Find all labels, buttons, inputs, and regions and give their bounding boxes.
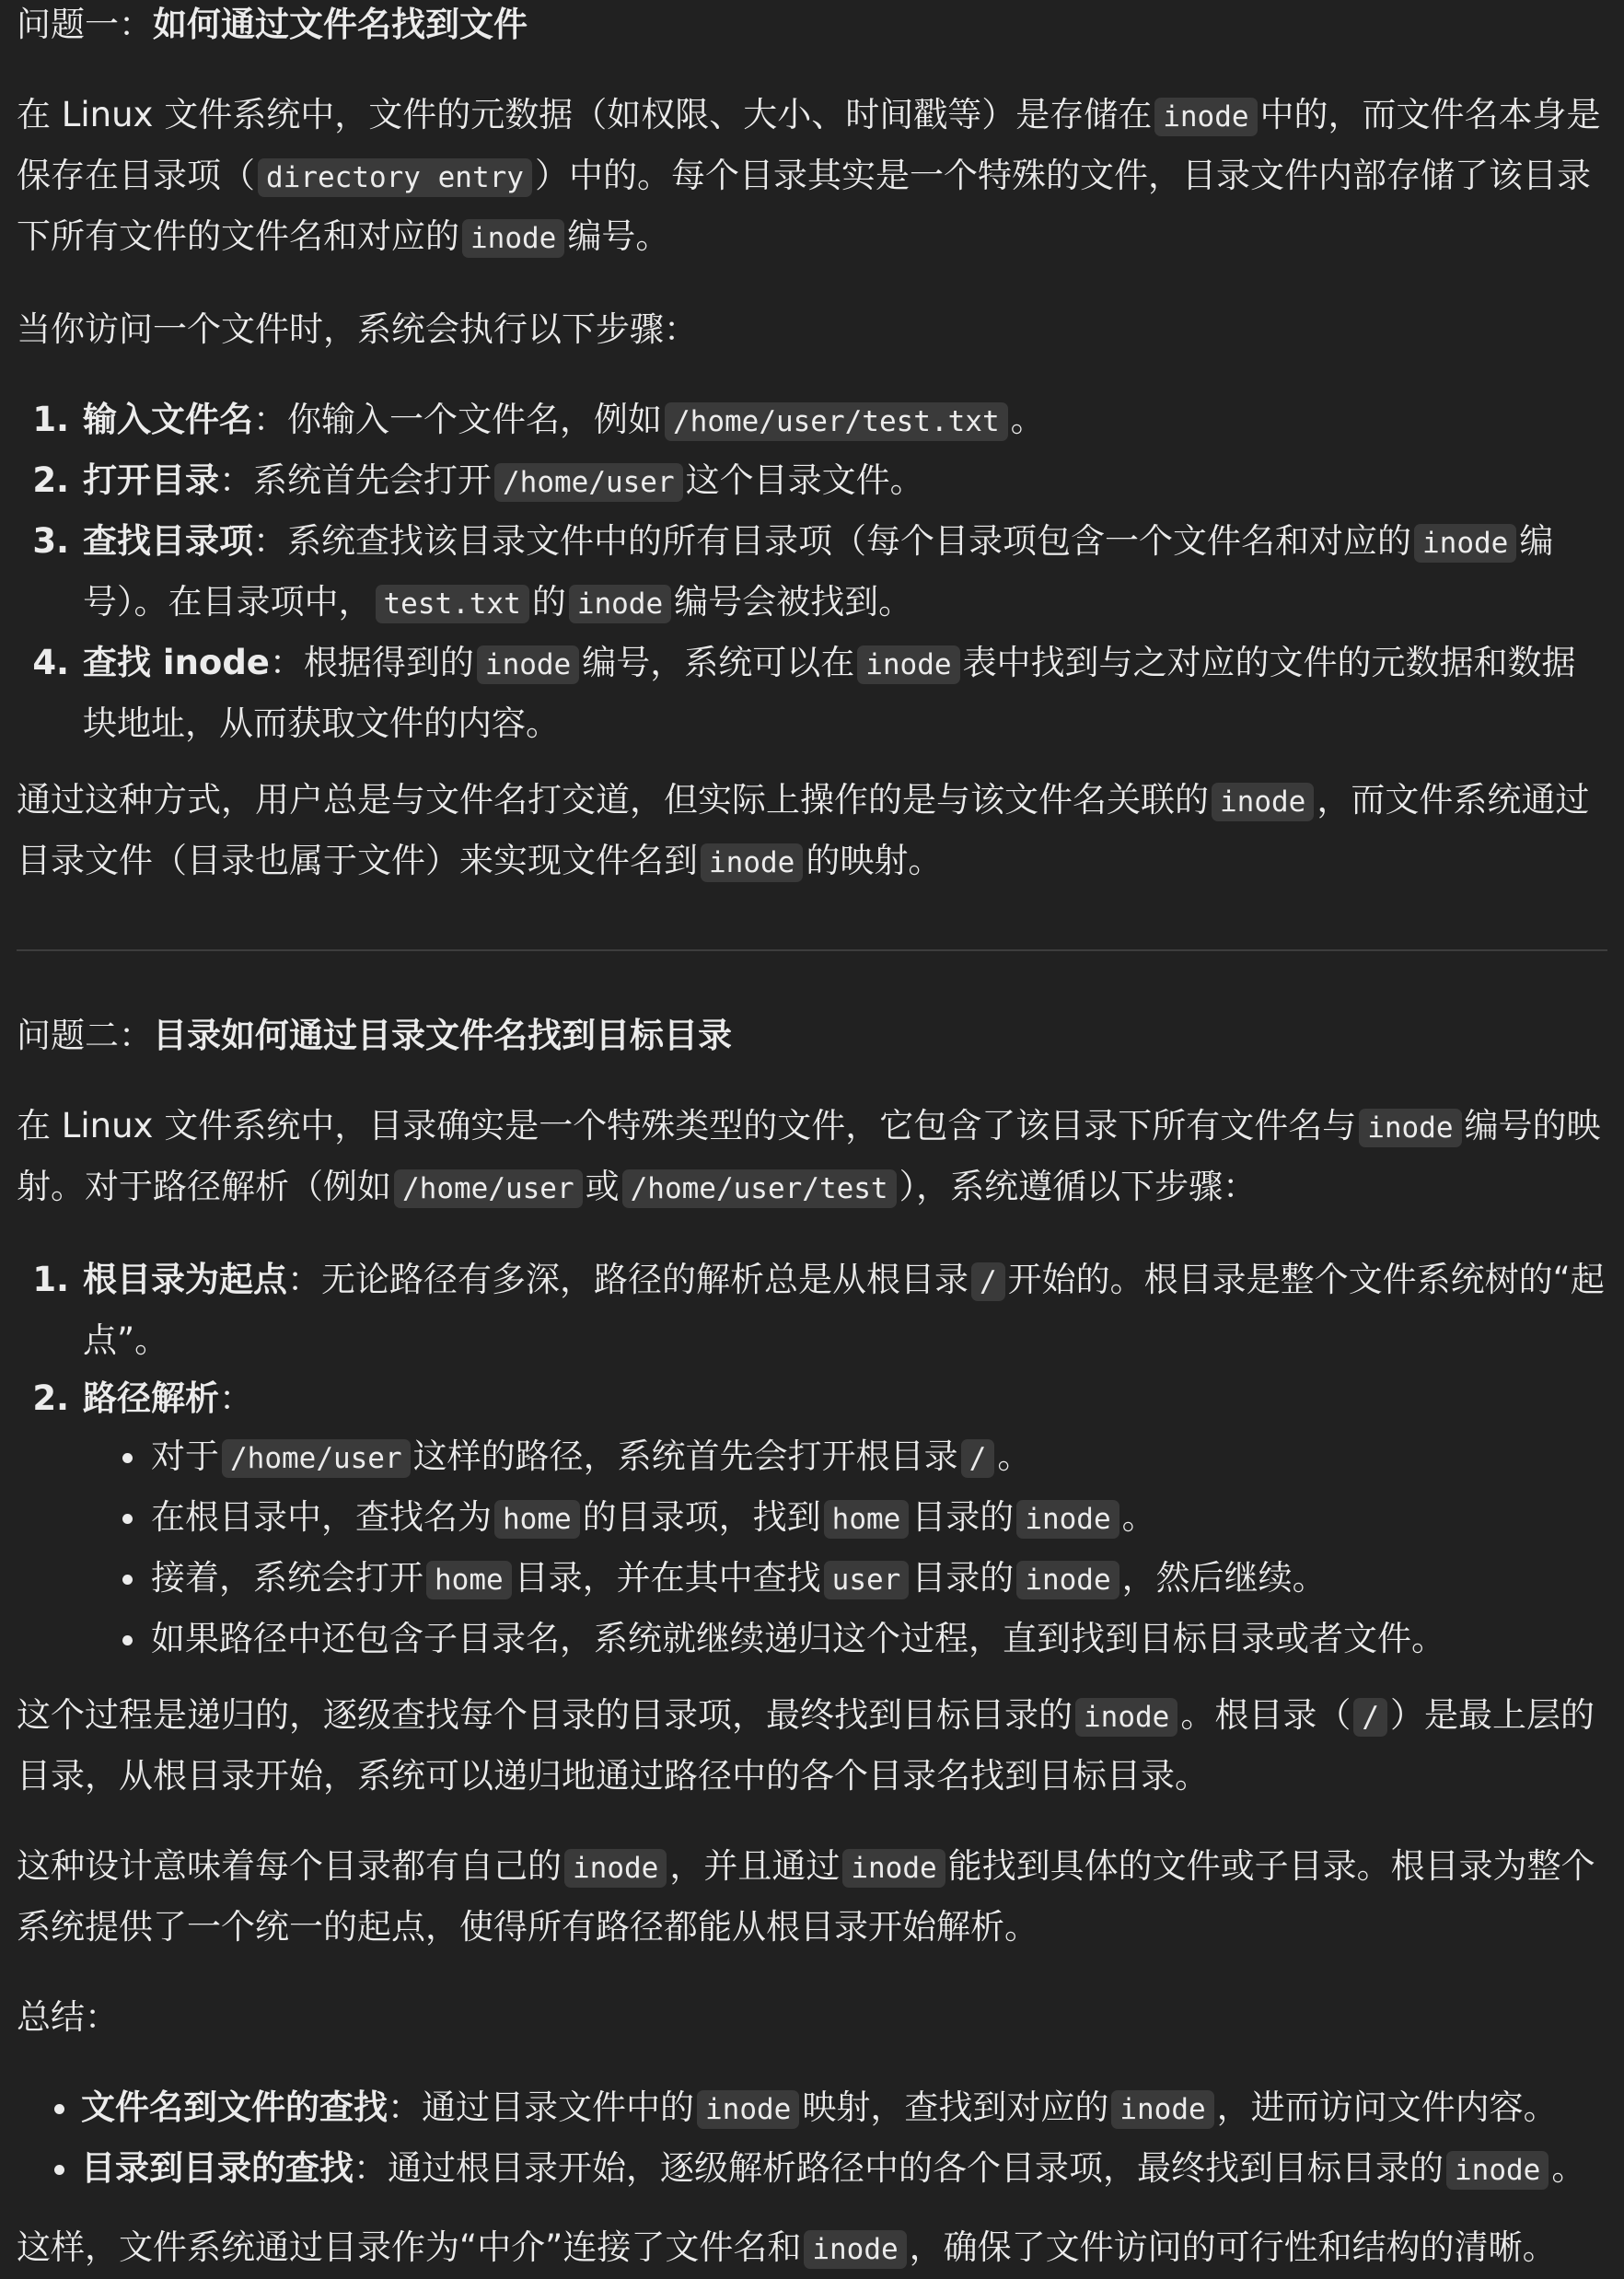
inline-code: directory entry [258,158,532,197]
q1-heading-prefix: 问题一： [17,5,153,44]
list-item: • 对于 /home/user 这样的路径，系统首先会打开根目录 / 。 [149,1427,1607,1488]
q1-steps-list [17,390,1607,752]
q1-steps-intro: 当你访问一个文件时，系统会执行以下步骤： [17,309,698,349]
inline-code: /home/user/test [622,1169,897,1208]
inline-code: inode [701,843,803,882]
summary-label: 总结： [17,1997,119,2037]
inline-code: / [961,1439,995,1478]
list-item: • 在根目录中，查找名为 home 的目录项，找到 home 目录的 inode 。 [149,1488,1607,1549]
q2-paragraph-2: 这个过程是递归的，逐级查找每个目录的目录项，最终找到目标目录的 inode 。根目录（ / ）是最上层的目录，从根目录开始，系统可以递归地通过路径中的各个目录名找到目标目录。 [17,1695,1595,1796]
inline-code: / [971,1262,1005,1301]
inline-code: inode [1016,1561,1119,1599]
inline-code: home [494,1500,580,1539]
inline-code: inode [564,1849,667,1888]
inline-code: inode [857,645,959,684]
inline-code: inode [477,645,579,684]
list-item: 1. 根目录为起点：无论路径有多深，路径的解析总是从根目录 / 开始的。根目录是整个文件系统树的“起点”。 [81,1250,1607,1369]
q2-paragraph-1: 在 Linux 文件系统中，目录确实是一个特殊类型的文件，它包含了该目录下所有文件名与 inode 编号的映射。对于路径解析（例如 /home/user 或 /home/user/test ），系统遵循以下步骤： [17,1106,1601,1206]
list-item: 2. 路径解析： • 对于 /home/user 这样的路径，系统首先会打开根目录 / 。 • 在根目录中，查找名为 home 的目录项，找到 home 目录的 inode 。 • 接着，系统会打开 home 目录，并在其中查找 user 目录的 inode ，然后继续。 • 如果路径中还包含子目录名，系统就继续递归这个过程，直到找到目标目录或者文件。 [81,1369,1607,1668]
inline-code: /home/user [222,1439,411,1478]
inline-code: inode [1414,524,1516,563]
list-item: 1. 输入文件名：你输入一个文件名，例如 /home/user/test.txt 。 [81,390,1607,451]
q1-heading [17,0,1607,53]
inline-code: / [1353,1698,1387,1737]
list-item: • 如果路径中还包含子目录名，系统就继续递归这个过程，直到找到目标目录或者文件。 [149,1610,1607,1668]
inline-code: inode [1111,2090,1213,2129]
inline-code: inode [1359,1109,1461,1147]
list-item: • 接着，系统会打开 home 目录，并在其中查找 user 目录的 inode ，然后继续。 [149,1549,1607,1610]
inline-code: /home/user/test.txt [665,402,1008,441]
q2-heading [17,1006,1607,1064]
inline-code: inode [1075,1698,1177,1737]
q2-heading-prefix: 问题二： [17,1016,153,1055]
inline-code: test.txt [376,585,529,623]
inline-code: inode [697,2090,799,2129]
inline-code: inode [569,585,671,623]
list-item: • 文件名到文件的查找：通过目录文件中的 inode 映射，查找到对应的 inode ，进而访问文件内容。 [81,2078,1607,2139]
inline-code: inode [1212,783,1314,821]
inline-code: inode [842,1849,945,1888]
inline-code: inode [462,219,564,258]
section-divider [17,949,1607,951]
q1-paragraph-1: 在 Linux 文件系统中，文件的元数据（如权限、大小、时间戳等）是存储在 inode 中的，而文件名本身是保存在目录项（ directory entry ）中的。每个目录其实是一个特殊的文件，目录文件内部存储了该目录下所有文件的文件名和对应的 inode 编号。 [17,95,1601,256]
path-resolution-sublist [83,1427,1607,1668]
inline-code: /home/user [494,463,683,502]
q1-paragraph-3: 通过这种方式，用户总是与文件名打交道，但实际上操作的是与该文件名关联的 inode ，而文件系统通过目录文件（目录也属于文件）来实现文件名到 inode 的映射。 [17,780,1590,880]
q1-heading-title: 如何通过文件名找到文件 [153,5,528,44]
inline-code: inode [1446,2151,1549,2190]
q2-heading-title: 目录如何通过目录文件名找到目标目录 [153,1016,732,1055]
summary-closing: 这样，文件系统通过目录作为“中介”连接了文件名和 inode ，确保了文件访问的可行性和结构的清晰。 [17,2227,1557,2267]
list-item: 4. 查找 inode：根据得到的 inode 编号，系统可以在 inode 表中找到与之对应的文件的元数据和数据块地址，从而获取文件的内容。 [81,634,1607,752]
inline-code: inode [1016,1500,1119,1539]
inline-code: inode [804,2230,906,2269]
inline-code: inode [1154,98,1257,136]
inline-code: /home/user [394,1169,583,1208]
inline-code: home [824,1500,910,1539]
inline-code: home [426,1561,512,1599]
inline-code: user [824,1561,910,1599]
list-item: 2. 打开目录：系统首先会打开 /home/user 这个目录文件。 [81,451,1607,512]
q2-paragraph-3: 这种设计意味着每个目录都有自己的 inode ，并且通过 inode 能找到具体的文件或子目录。根目录为整个系统提供了一个统一的起点，使得所有路径都能从根目录开始解析。 [17,1846,1595,1947]
q2-steps-list [17,1250,1607,1668]
list-item: • 目录到目录的查找：通过根目录开始，逐级解析路径中的各个目录项，最终找到目标目录的 inode 。 [81,2139,1607,2200]
list-item: 3. 查找目录项：系统查找该目录文件中的所有目录项（每个目录项包含一个文件名和对应的 inode 编号）。在目录项中， test.txt 的 inode 编号会被找到。 [81,512,1607,634]
summary-list [17,2078,1607,2200]
